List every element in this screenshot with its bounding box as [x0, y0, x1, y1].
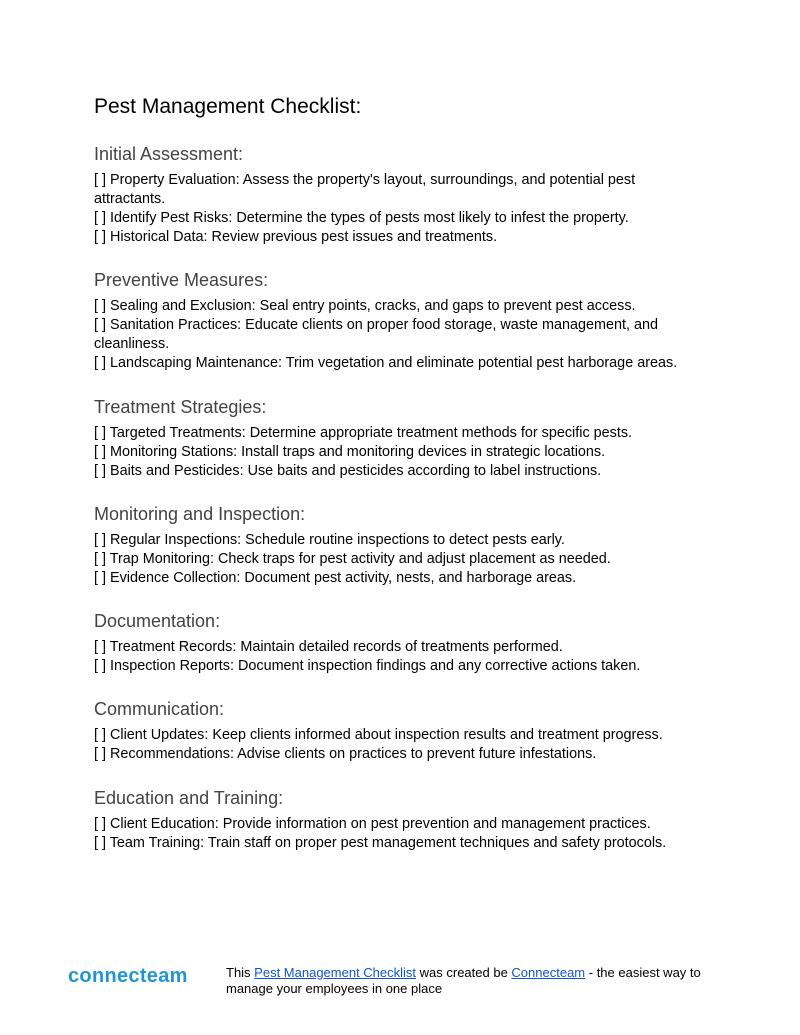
section-heading: Education and Training: — [94, 788, 284, 808]
footer-text: This — [226, 965, 255, 980]
checklist-item: [ ] Inspection Reports: Document inspection findings and any corrective actions taken. — [94, 658, 641, 674]
section-heading: Documentation: — [94, 611, 221, 631]
footer-attribution — [226, 965, 706, 997]
footer-text: - the easiest way to manage your employees in one place — [226, 965, 701, 996]
section-education-training — [94, 786, 694, 853]
section-monitoring-inspection — [94, 502, 694, 588]
checklist-item: [ ] Sanitation Practices: Educate clients on proper food storage, waste management, and cleanliness. — [94, 317, 658, 352]
page-title: Pest Management Checklist: — [94, 95, 362, 118]
checklist-item: [ ] Property Evaluation: Assess the property's layout, surroundings, and potential pest attractants. — [94, 172, 636, 207]
checklist-item: [ ] Recommendations: Advise clients on practices to prevent future infestations. — [94, 746, 597, 762]
section-heading: Initial Assessment: — [94, 144, 244, 164]
section-treatment-strategies — [94, 395, 694, 481]
checklist-item: [ ] Treatment Records: Maintain detailed records of treatments performed. — [94, 639, 563, 655]
checklist-item: [ ] Monitoring Stations: Install traps and monitoring devices in strategic locations. — [94, 444, 606, 460]
checklist-item: [ ] Landscaping Maintenance: Trim vegetation and eliminate potential pest harborage areas. — [94, 355, 678, 371]
connecteam-link[interactable]: Connecteam — [511, 965, 586, 980]
footer-text: was created be — [416, 965, 512, 980]
connecteam-logo: connecteam — [68, 965, 188, 987]
checklist-item: [ ] Client Updates: Keep clients informed about inspection results and treatment progress. — [94, 727, 663, 743]
checklist-item: [ ] Identify Pest Risks: Determine the types of pests most likely to infest the property. — [94, 210, 629, 226]
checklist-item: [ ] Trap Monitoring: Check traps for pest activity and adjust placement as needed. — [94, 551, 611, 567]
section-documentation — [94, 609, 694, 676]
section-preventive-measures — [94, 268, 694, 373]
checklist-item: [ ] Client Education: Provide information on pest prevention and management practices. — [94, 816, 651, 832]
section-initial-assessment — [94, 142, 694, 247]
checklist-item: [ ] Evidence Collection: Document pest activity, nests, and harborage areas. — [94, 570, 577, 586]
section-communication — [94, 697, 694, 764]
checklist-item: [ ] Team Training: Train staff on proper pest management techniques and safety protocols. — [94, 835, 667, 851]
section-heading: Monitoring and Inspection: — [94, 504, 306, 524]
checklist-item: [ ] Targeted Treatments: Determine appropriate treatment methods for specific pests. — [94, 425, 633, 441]
section-heading: Preventive Measures: — [94, 270, 269, 290]
checklist-item: [ ] Baits and Pesticides: Use baits and pesticides according to label instructions. — [94, 463, 602, 479]
checklist-item: [ ] Regular Inspections: Schedule routine inspections to detect pests early. — [94, 532, 565, 548]
section-heading: Communication: — [94, 699, 225, 719]
checklist-link[interactable]: Pest Management Checklist — [254, 965, 417, 980]
section-heading: Treatment Strategies: — [94, 397, 267, 417]
checklist-item: [ ] Sealing and Exclusion: Seal entry points, cracks, and gaps to prevent pest access. — [94, 298, 636, 314]
checklist-item: [ ] Historical Data: Review previous pest issues and treatments. — [94, 229, 498, 245]
